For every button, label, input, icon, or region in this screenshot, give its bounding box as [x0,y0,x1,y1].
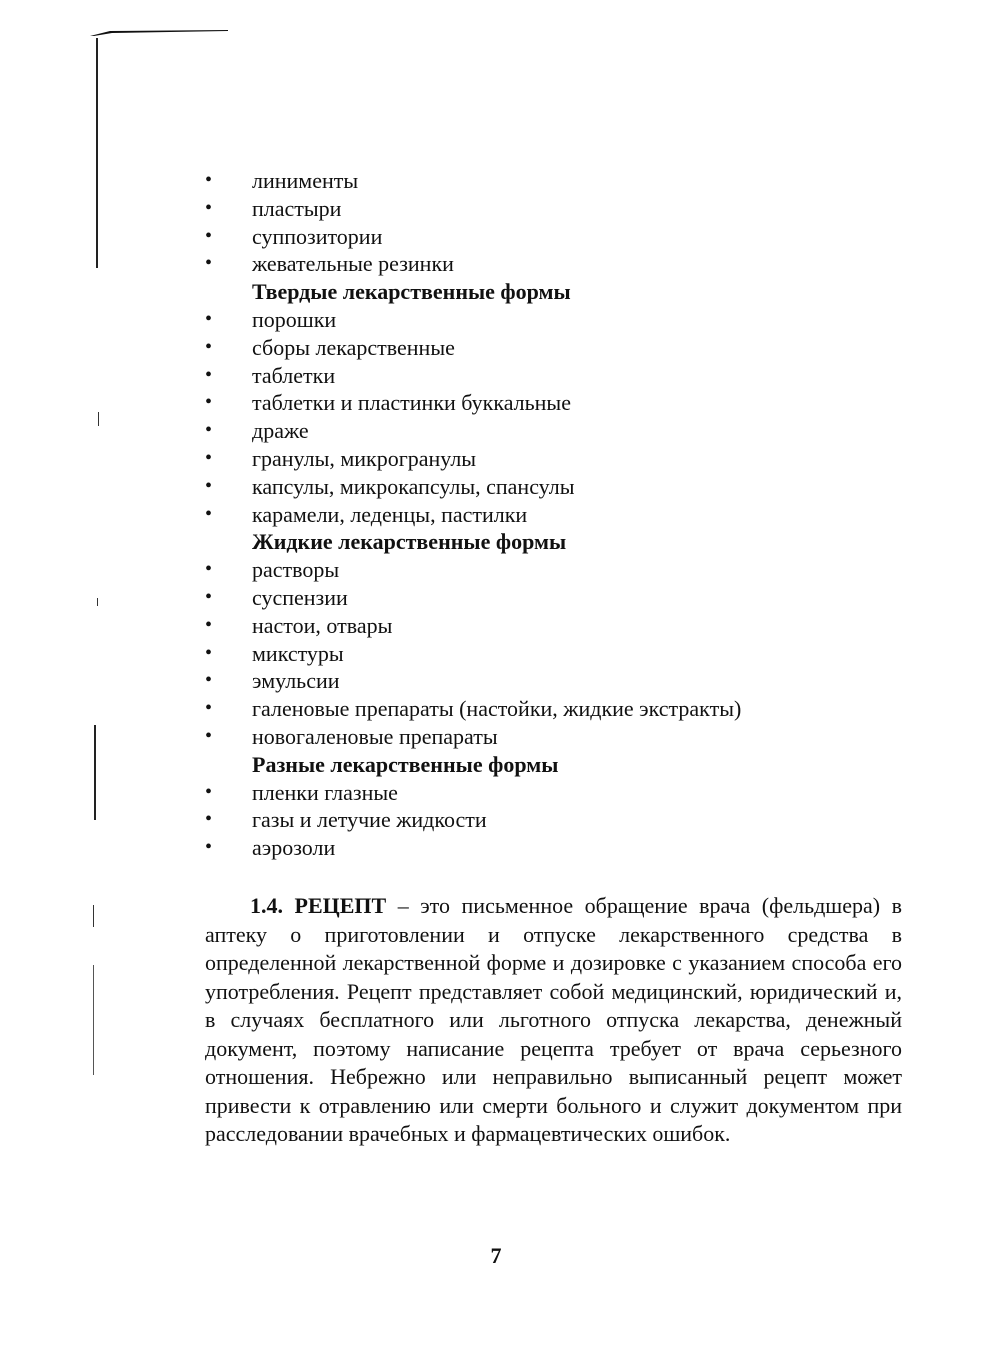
bullet-icon: • [205,780,213,803]
bullet-icon: • [205,419,213,442]
bullet-icon: • [205,391,213,414]
bullet-icon: • [205,252,213,275]
list-heading [205,528,905,556]
list-heading-text: Жидкие лекарственные формы [252,529,567,555]
list-item-text: растворы [252,557,340,583]
bullet-icon: • [205,808,213,831]
list-item-text: таблетки и пластинки буккальные [252,390,571,416]
list-item [205,334,905,362]
list-item-text: газы и летучие жидкости [252,807,487,833]
list-item [205,640,905,668]
list-item-text: линименты [252,168,359,193]
list-item [205,362,905,390]
list-item-text: эмульсии [252,668,340,694]
bullet-icon: • [205,724,213,747]
list-item [205,473,905,501]
scan-margin-mark [97,598,98,606]
list-item [205,306,905,334]
list-item [205,417,905,445]
list-item [205,779,905,807]
bullet-icon: • [205,474,213,497]
list-item [205,195,905,223]
bullet-icon: • [205,836,213,859]
list-item-text: аэрозоли [252,835,336,861]
scan-margin-mark [98,412,99,426]
list-item [205,389,905,417]
list-item [205,584,905,612]
list-item-text: микстуры [252,640,344,666]
list-heading-text: Разные лекарственные формы [252,751,559,777]
scan-margin-mark [94,725,96,820]
list-item [205,501,905,529]
list-item-text: новогаленовые препараты [252,723,498,749]
bullet-icon: • [205,502,213,525]
list-item [205,667,905,695]
bullet-icon: • [205,641,213,664]
list-heading [205,751,905,779]
list-item-text: пластыри [252,195,342,221]
bullet-icon: • [205,697,213,720]
list-item [205,223,905,251]
list-item-text: суппозитории [252,223,383,249]
list-item [205,167,905,195]
list-item-text: драже [252,418,309,444]
section-heading: 1.4. РЕЦЕПТ [250,893,387,918]
scan-margin-mark [93,965,94,1075]
list-item [205,695,905,723]
bullet-icon: • [205,169,213,191]
list-heading-text: Твердые лекарственные формы [252,279,571,305]
list-heading [205,278,905,306]
paragraph-body: – это письменное обращение врача (фельдшера) в аптеку о приготовлении и отпуске лекарственного средства в определенной лекарственной форме и дозировке с указанием способа его употребления. Рецепт представляет собой медицинский, юридический и, в случаях бесплатного или льготного отпуска лекарства, денежный документ, поэтому написание рецепта требует от врача серьезного отношения. Небрежно или неправильно выписанный рецепт может привести к отравлению или смерти больного и служит документом при расследовании врачебных и фармацевтических ошибок. [205,893,902,1146]
list-item [205,806,905,834]
page-number: 7 [490,1243,502,1268]
list-item-text: настои, отвары [252,612,393,638]
list-item-text: гранулы, микрогранулы [252,445,477,471]
scan-margin-mark [93,905,94,927]
list-item-text: порошки [252,306,337,332]
list-item [205,723,905,751]
list-item [205,834,905,862]
scan-corner-mark [90,30,228,36]
list-item-text: жевательные резинки [252,251,454,277]
bullet-icon: • [205,363,213,386]
bullet-icon: • [205,196,213,219]
list-item-text: пленки глазные [252,779,398,805]
bullet-icon: • [205,669,213,692]
list-item [205,612,905,640]
list-item-text: карамели, леденцы, пастилки [252,501,528,527]
bullet-icon: • [205,585,213,608]
bullet-icon: • [205,307,213,330]
list-item [205,250,905,278]
list-item-text: капсулы, микрокапсулы, спансулы [252,473,575,499]
bullet-icon: • [205,224,213,247]
dosage-forms-list [205,167,905,862]
list-item-text: суспензии [252,584,348,610]
list-item [205,556,905,584]
scan-margin-line [96,38,98,268]
list-item-text: таблетки [252,362,336,388]
bullet-icon: • [205,335,213,358]
bullet-icon: • [205,558,213,581]
bullet-icon: • [205,613,213,636]
list-item-text: галеновые препараты (настойки, жидкие экстракты) [252,696,742,722]
list-item [205,445,905,473]
bullet-icon: • [205,446,213,469]
recipe-paragraph [205,892,902,1149]
list-item-text: сборы лекарственные [252,334,455,360]
